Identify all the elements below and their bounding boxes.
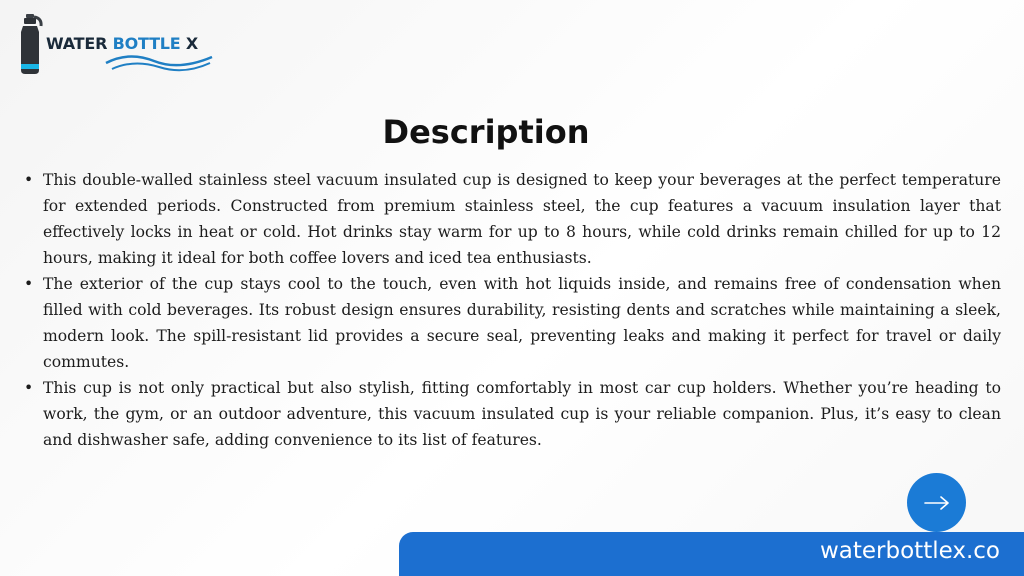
brand-word-x: X (180, 34, 199, 53)
bullet-point: • (24, 275, 34, 293)
brand-logo (20, 14, 220, 76)
brand-name (46, 34, 198, 53)
list-item (24, 167, 1001, 271)
bullet-point: • (24, 171, 34, 189)
bullet-text: The exterior of the cup stays cool to the touch, even with hot liquids inside, and remains free of condensation when filled with cold beverages. Its robust design ensures durability, resisting dents and scratches while maintaining a sleek, modern look. The spill-resistant lid provides a secure seal, preventing leaks and making it perfect for travel or daily commutes. (43, 275, 1001, 371)
footer-bar (399, 532, 1024, 576)
next-slide-button[interactable] (907, 473, 966, 532)
list-item (24, 271, 1001, 375)
description-list (24, 167, 1001, 453)
wave-icon (104, 53, 214, 75)
bullet-point: • (24, 379, 34, 397)
brand-word-water: WATER (46, 34, 113, 53)
website-link[interactable]: waterbottlex.co (819, 538, 1000, 564)
brand-word-bottle: BOTTLE (112, 34, 181, 53)
arrow-right-icon (923, 495, 951, 511)
slide-title: Description (382, 113, 590, 151)
bullet-text: This cup is not only practical but also stylish, fitting comfortably in most car cup holders. Whether you’re heading to work, the gym, or an outdoor adventure, this vacuum insulated cup is your reliable companion. Plus, it’s easy to clean and dishwasher safe, adding convenience to its list of features. (43, 379, 1001, 449)
bullet-text: This double-walled stainless steel vacuum insulated cup is designed to keep your beverages at the perfect temperature for extended periods. Constructed from premium stainless steel, the cup features a vacuum insulation layer that effectively locks in heat or cold. Hot drinks stay warm for up to 8 hours, while cold drinks remain chilled for up to 12 hours, making it ideal for both coffee lovers and iced tea enthusiasts. (43, 171, 1001, 267)
water-bottle-icon (20, 14, 46, 76)
list-item (24, 375, 1001, 453)
